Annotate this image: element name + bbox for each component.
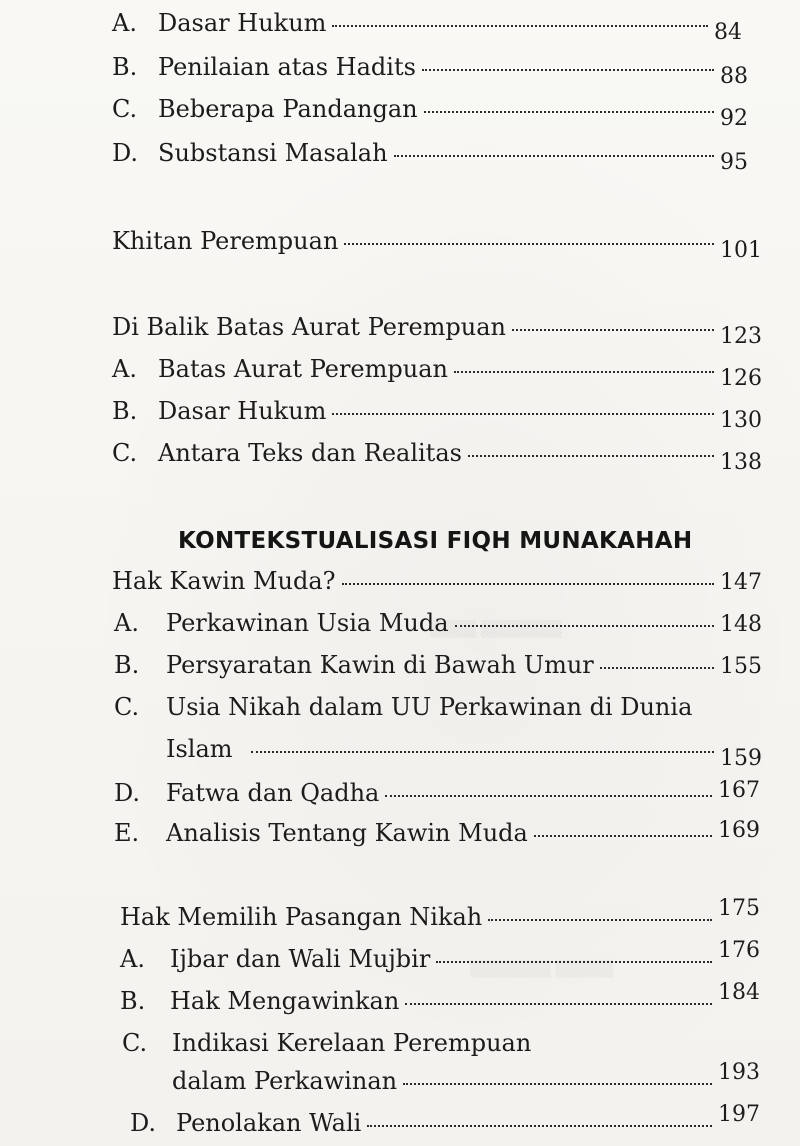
entry-letter: C. — [112, 439, 138, 467]
entry-title: Analisis Tentang Kawin Muda — [166, 819, 528, 847]
entry-title: Ijbar dan Wali Mujbir — [170, 945, 431, 973]
chapter-page: 147 — [720, 570, 762, 595]
bleed-through-decoration: ▒▒▒▒▒▒▒ ▒▒▒▒▒ — [470, 960, 614, 978]
chapter-title: Hak Memilih Pasangan Nikah — [120, 903, 483, 931]
entry-letter: B. — [112, 397, 138, 425]
dot-leader — [385, 795, 712, 797]
entry-letter: C. — [114, 693, 140, 721]
dot-leader — [394, 155, 714, 157]
toc-entry[interactable] — [120, 980, 760, 1018]
dot-leader — [534, 835, 712, 837]
dot-leader — [455, 625, 714, 627]
bleed-through-decoration: ▒▒▒▒ ▒▒▒▒▒▒▒ — [430, 620, 562, 638]
entry-letter: C. — [122, 1029, 148, 1057]
entry-page: 130 — [720, 408, 762, 433]
entry-page: 126 — [720, 366, 762, 391]
toc-entry[interactable] — [112, 438, 762, 475]
dot-leader — [405, 1003, 712, 1005]
toc-entry[interactable] — [120, 938, 760, 976]
chapter-title: Hak Kawin Muda? — [112, 567, 336, 595]
entry-title: Penilaian atas Hadits — [158, 53, 416, 81]
chapter-title: Di Balik Batas Aurat Perempuan — [112, 313, 506, 341]
entry-title: Dasar Hukum — [158, 9, 327, 37]
entry-page: 184 — [718, 980, 760, 1005]
toc-entry[interactable] — [114, 608, 762, 640]
entry-page: 193 — [718, 1060, 760, 1085]
entry-page: 88 — [720, 64, 748, 89]
entry-letter: B. — [114, 651, 140, 679]
dot-leader — [422, 69, 714, 71]
dot-leader — [454, 371, 714, 373]
toc-entry[interactable] — [112, 94, 748, 131]
toc-entry[interactable] — [130, 1102, 760, 1140]
dot-leader — [424, 111, 714, 113]
entry-letter: A. — [114, 609, 139, 637]
dot-leader — [512, 329, 714, 331]
entry-letter: D. — [112, 139, 139, 167]
entry-title-continued: Islam — [166, 735, 233, 763]
entry-page: 148 — [720, 612, 762, 637]
chapter-page: 101 — [720, 238, 762, 263]
toc-entry[interactable] — [112, 52, 748, 89]
entry-page: 176 — [718, 938, 760, 963]
entry-title: Dasar Hukum — [158, 397, 327, 425]
toc-entry[interactable] — [114, 692, 762, 722]
chapter-page: 175 — [718, 896, 760, 921]
toc-chapter[interactable] — [112, 226, 762, 263]
toc-entry[interactable] — [114, 818, 760, 850]
entry-page: 84 — [714, 20, 742, 45]
toc-entry[interactable] — [114, 778, 760, 810]
toc-chapter[interactable] — [120, 896, 760, 934]
part-heading: KONTEKSTUALISASI FIQH MUNAKAHAH — [178, 528, 693, 554]
toc-chapter[interactable] — [112, 566, 762, 598]
entry-title: Perkawinan Usia Muda — [166, 609, 449, 637]
toc-entry[interactable] — [114, 650, 762, 682]
dot-leader — [488, 919, 712, 921]
toc-entry-continuation[interactable] — [166, 734, 762, 771]
dot-leader — [344, 243, 714, 245]
entry-title: Substansi Masalah — [158, 139, 388, 167]
entry-page: 169 — [718, 818, 760, 843]
entry-title: Indikasi Kerelaan Perempuan — [172, 1029, 532, 1057]
entry-page: 95 — [720, 150, 748, 175]
entry-page: 197 — [718, 1102, 760, 1127]
entry-title: Antara Teks dan Realitas — [158, 439, 462, 467]
toc-entry[interactable] — [112, 138, 748, 175]
entry-letter: E. — [114, 819, 140, 847]
chapter-title: Khitan Perempuan — [112, 227, 339, 255]
toc-entry[interactable] — [112, 8, 742, 45]
toc-entry-continuation[interactable] — [172, 1060, 760, 1098]
entry-letter: A. — [112, 9, 137, 37]
toc-entry[interactable] — [122, 1028, 722, 1058]
entry-title: Persyaratan Kawin di Bawah Umur — [166, 651, 594, 679]
entry-title: Batas Aurat Perempuan — [158, 355, 448, 383]
entry-title-continued: dalam Perkawinan — [172, 1067, 398, 1095]
entry-page: 167 — [718, 778, 760, 803]
entry-letter: D. — [114, 779, 141, 807]
entry-letter: D. — [130, 1109, 157, 1137]
entry-page: 92 — [720, 106, 748, 131]
chapter-page: 123 — [720, 324, 762, 349]
entry-letter: B. — [120, 987, 146, 1015]
dot-leader — [332, 25, 708, 27]
dot-leader — [367, 1125, 712, 1127]
entry-letter: A. — [120, 945, 145, 973]
dot-leader — [436, 961, 712, 963]
entry-letter: A. — [112, 355, 137, 383]
toc-entry[interactable] — [112, 396, 762, 433]
entry-page: 155 — [720, 654, 762, 679]
entry-title: Penolakan Wali — [176, 1109, 362, 1137]
entry-title: Fatwa dan Qadha — [166, 779, 380, 807]
dot-leader — [332, 413, 714, 415]
entry-page: 138 — [720, 450, 762, 475]
toc-entry[interactable] — [112, 354, 762, 391]
dot-leader — [403, 1083, 712, 1085]
entry-letter: B. — [112, 53, 138, 81]
dot-leader — [251, 751, 714, 753]
dot-leader — [342, 583, 714, 585]
entry-title: Beberapa Pandangan — [158, 95, 418, 123]
toc-chapter[interactable] — [112, 312, 762, 349]
dot-leader — [468, 455, 714, 457]
entry-page: 159 — [720, 746, 762, 771]
dot-leader — [600, 667, 714, 669]
entry-title: Hak Mengawinkan — [170, 987, 400, 1015]
entry-title: Usia Nikah dalam UU Perkawinan di Dunia — [166, 693, 693, 721]
entry-letter: C. — [112, 95, 138, 123]
